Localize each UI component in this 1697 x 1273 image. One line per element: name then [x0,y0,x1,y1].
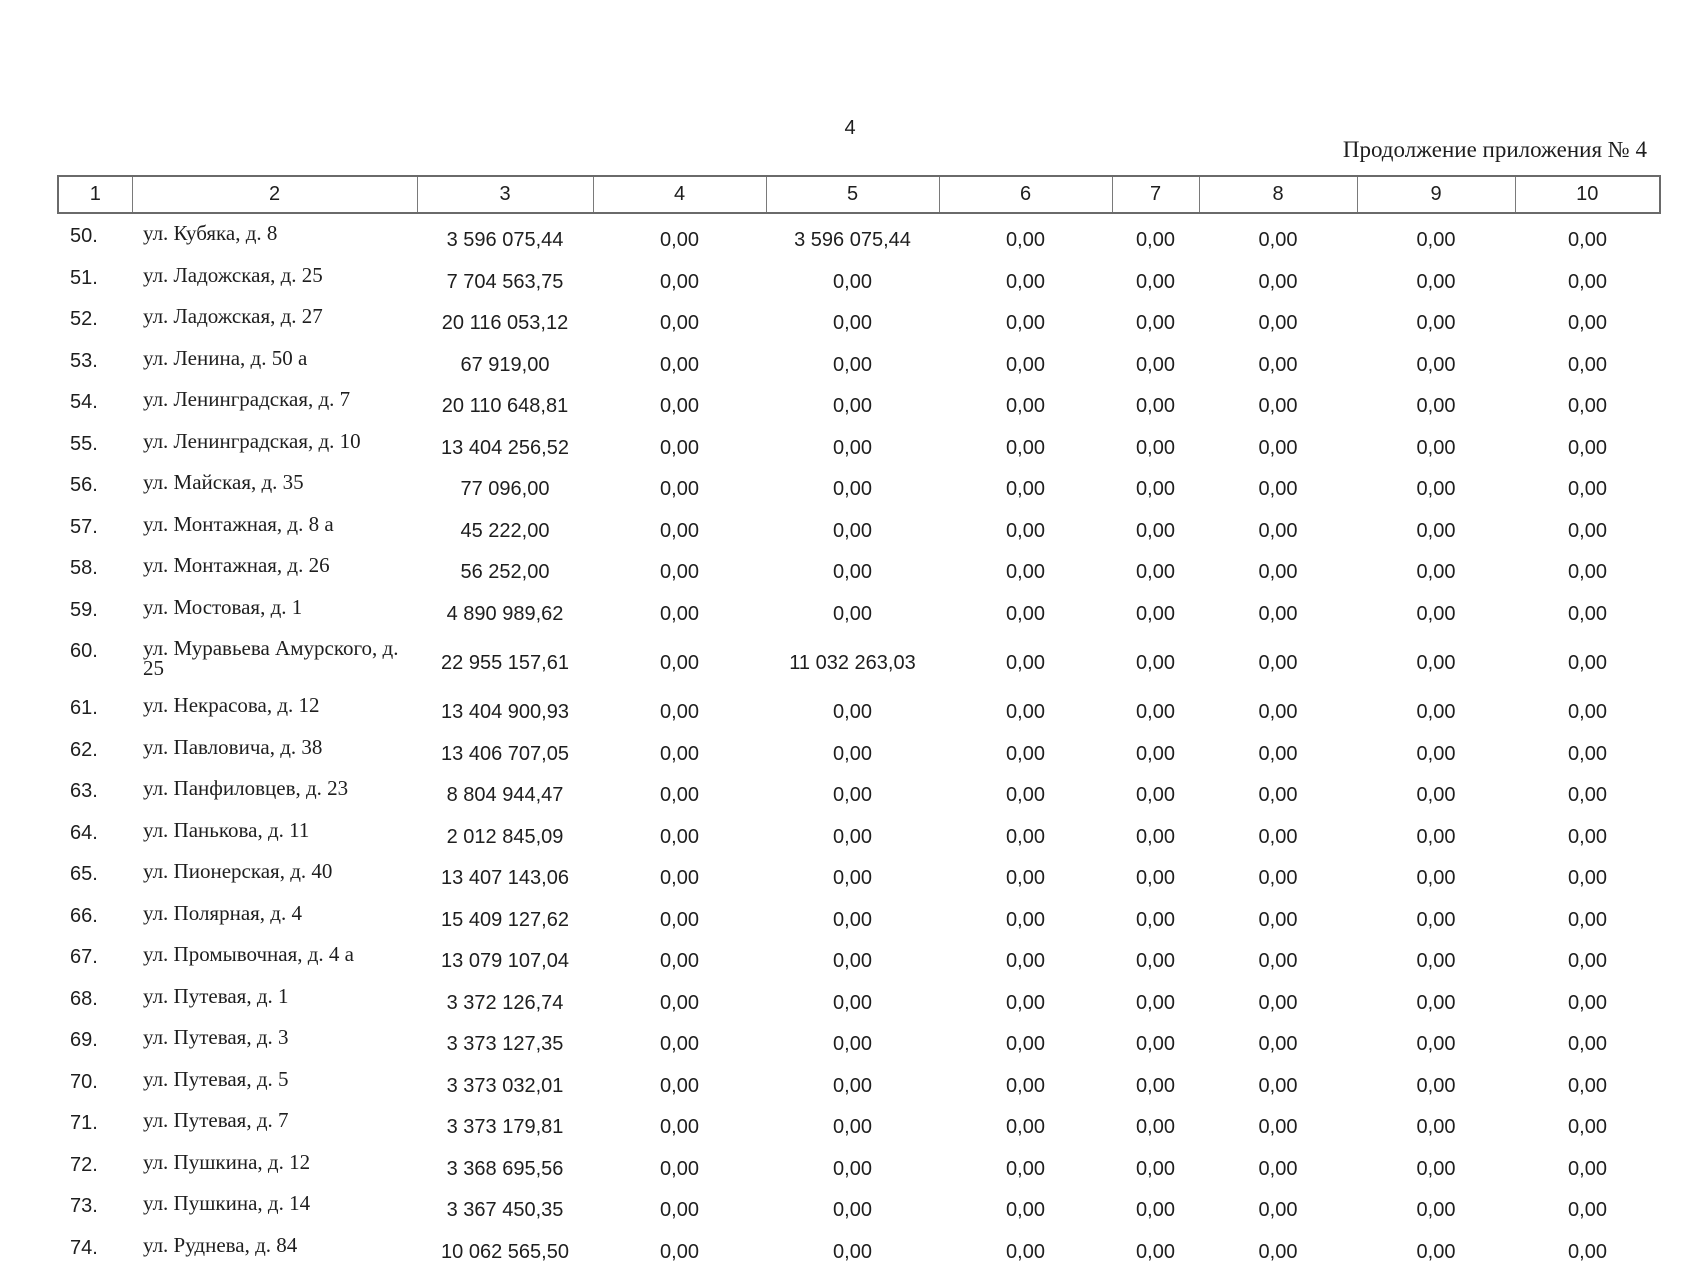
value-cell-col-10: 0,00 [1515,594,1660,636]
row-number: 65. [58,858,132,900]
value-cell-col-5: 0,00 [766,692,939,734]
value-cell-col-7: 0,00 [1112,1024,1199,1066]
value-cell-col-7: 0,00 [1112,635,1199,692]
row-number: 67. [58,941,132,983]
address-cell: ул. Путевая, д. 3 [132,1024,417,1066]
row-number: 64. [58,817,132,859]
address-cell: ул. Кубяка, д. 8 [132,220,417,262]
value-cell-col-5: 0,00 [766,345,939,387]
value-cell-col-8: 0,00 [1199,635,1357,692]
row-number: 74. [58,1232,132,1273]
table-row [58,858,1660,900]
value-cell-col-8: 0,00 [1199,262,1357,304]
address-cell: ул. Некрасова, д. 12 [132,692,417,734]
value-cell-col-9: 0,00 [1357,303,1515,345]
address-cell: ул. Пионерская, д. 40 [132,858,417,900]
value-cell-col-8: 0,00 [1199,941,1357,983]
value-cell-col-6: 0,00 [939,511,1112,553]
value-cell-col-5: 0,00 [766,1232,939,1273]
table-row [58,1066,1660,1108]
value-cell-col-7: 0,00 [1112,1232,1199,1273]
address-cell: ул. Майская, д. 35 [132,469,417,511]
address-cell: ул. Ладожская, д. 27 [132,303,417,345]
table-row [58,345,1660,387]
value-cell-col-6: 0,00 [939,635,1112,692]
value-cell-col-6: 0,00 [939,1024,1112,1066]
address-cell: ул. Промывочная, д. 4 а [132,941,417,983]
value-cell-col-6: 0,00 [939,386,1112,428]
row-number: 72. [58,1149,132,1191]
value-cell-col-8: 0,00 [1199,817,1357,859]
value-cell-col-9: 0,00 [1357,1024,1515,1066]
table-row [58,552,1660,594]
column-header: 7 [1112,176,1199,213]
value-cell-col-4: 0,00 [593,220,766,262]
value-cell-col-10: 0,00 [1515,900,1660,942]
value-cell-col-4: 0,00 [593,303,766,345]
value-cell-col-6: 0,00 [939,692,1112,734]
value-cell-col-10: 0,00 [1515,817,1660,859]
value-cell-col-8: 0,00 [1199,983,1357,1025]
value-cell-col-3: 3 367 450,35 [417,1190,593,1232]
value-cell-col-10: 0,00 [1515,262,1660,304]
value-cell-col-10: 0,00 [1515,428,1660,470]
value-cell-col-10: 0,00 [1515,858,1660,900]
value-cell-col-7: 0,00 [1112,941,1199,983]
value-cell-col-3: 3 373 179,81 [417,1107,593,1149]
value-cell-col-10: 0,00 [1515,1024,1660,1066]
value-cell-col-5: 0,00 [766,1066,939,1108]
value-cell-col-4: 0,00 [593,941,766,983]
value-cell-col-3: 67 919,00 [417,345,593,387]
address-cell: ул. Ладожская, д. 25 [132,262,417,304]
value-cell-col-4: 0,00 [593,1024,766,1066]
value-cell-col-9: 0,00 [1357,858,1515,900]
column-header: 10 [1515,176,1660,213]
row-number: 53. [58,345,132,387]
row-number: 54. [58,386,132,428]
value-cell-col-5: 0,00 [766,817,939,859]
address-cell: ул. Монтажная, д. 26 [132,552,417,594]
value-cell-col-4: 0,00 [593,1149,766,1191]
value-cell-col-4: 0,00 [593,817,766,859]
value-cell-col-3: 3 368 695,56 [417,1149,593,1191]
value-cell-col-7: 0,00 [1112,1066,1199,1108]
value-cell-col-5: 0,00 [766,1024,939,1066]
value-cell-col-8: 0,00 [1199,303,1357,345]
column-header: 6 [939,176,1112,213]
column-header: 2 [132,176,417,213]
value-cell-col-5: 0,00 [766,1149,939,1191]
value-cell-col-10: 0,00 [1515,220,1660,262]
row-number: 51. [58,262,132,304]
table-row [58,386,1660,428]
value-cell-col-9: 0,00 [1357,734,1515,776]
row-number: 60. [58,635,132,692]
table-row [58,775,1660,817]
value-cell-col-7: 0,00 [1112,734,1199,776]
value-cell-col-8: 0,00 [1199,220,1357,262]
value-cell-col-9: 0,00 [1357,1232,1515,1273]
address-cell: ул. Ленинградская, д. 10 [132,428,417,470]
header-row [58,176,1660,213]
value-cell-col-9: 0,00 [1357,428,1515,470]
value-cell-col-3: 13 404 900,93 [417,692,593,734]
table-row [58,1024,1660,1066]
value-cell-col-7: 0,00 [1112,900,1199,942]
value-cell-col-3: 13 404 256,52 [417,428,593,470]
value-cell-col-9: 0,00 [1357,635,1515,692]
table-row [58,594,1660,636]
value-cell-col-10: 0,00 [1515,1190,1660,1232]
value-cell-col-5: 3 596 075,44 [766,220,939,262]
value-cell-col-10: 0,00 [1515,635,1660,692]
address-cell: ул. Полярная, д. 4 [132,900,417,942]
value-cell-col-8: 0,00 [1199,1066,1357,1108]
address-cell: ул. Монтажная, д. 8 а [132,511,417,553]
value-cell-col-10: 0,00 [1515,1107,1660,1149]
value-cell-col-7: 0,00 [1112,817,1199,859]
value-cell-col-6: 0,00 [939,220,1112,262]
value-cell-col-4: 0,00 [593,469,766,511]
value-cell-col-10: 0,00 [1515,1149,1660,1191]
value-cell-col-9: 0,00 [1357,692,1515,734]
table-row [58,1107,1660,1149]
table-body [58,213,1660,1273]
address-cell: ул. Ленина, д. 50 а [132,345,417,387]
value-cell-col-8: 0,00 [1199,469,1357,511]
value-cell-col-4: 0,00 [593,428,766,470]
table-row [58,1232,1660,1273]
value-cell-col-8: 0,00 [1199,345,1357,387]
row-number: 70. [58,1066,132,1108]
row-number: 63. [58,775,132,817]
value-cell-col-3: 10 062 565,50 [417,1232,593,1273]
table-row [58,635,1660,692]
value-cell-col-10: 0,00 [1515,552,1660,594]
column-header: 4 [593,176,766,213]
row-number: 69. [58,1024,132,1066]
value-cell-col-4: 0,00 [593,1190,766,1232]
value-cell-col-10: 0,00 [1515,386,1660,428]
value-cell-col-3: 15 409 127,62 [417,900,593,942]
table-row [58,900,1660,942]
value-cell-col-10: 0,00 [1515,511,1660,553]
address-cell: ул. Мостовая, д. 1 [132,594,417,636]
value-cell-col-8: 0,00 [1199,775,1357,817]
column-header: 8 [1199,176,1357,213]
value-cell-col-4: 0,00 [593,692,766,734]
value-cell-col-6: 0,00 [939,469,1112,511]
value-cell-col-4: 0,00 [593,262,766,304]
value-cell-col-4: 0,00 [593,900,766,942]
value-cell-col-5: 0,00 [766,262,939,304]
table-row [58,983,1660,1025]
value-cell-col-10: 0,00 [1515,983,1660,1025]
value-cell-col-6: 0,00 [939,594,1112,636]
value-cell-col-4: 0,00 [593,511,766,553]
spacer-cell [58,213,1660,220]
address-cell: ул. Муравьева Амурского, д. 25 [132,635,417,692]
row-number: 61. [58,692,132,734]
value-cell-col-10: 0,00 [1515,941,1660,983]
value-cell-col-3: 7 704 563,75 [417,262,593,304]
value-cell-col-5: 0,00 [766,1107,939,1149]
row-number: 59. [58,594,132,636]
value-cell-col-6: 0,00 [939,1066,1112,1108]
value-cell-col-8: 0,00 [1199,552,1357,594]
value-cell-col-10: 0,00 [1515,734,1660,776]
table-row [58,469,1660,511]
value-cell-col-8: 0,00 [1199,428,1357,470]
column-header: 1 [58,176,132,213]
value-cell-col-5: 0,00 [766,983,939,1025]
address-cell: ул. Путевая, д. 1 [132,983,417,1025]
value-cell-col-6: 0,00 [939,1149,1112,1191]
column-header: 9 [1357,176,1515,213]
value-cell-col-9: 0,00 [1357,1066,1515,1108]
value-cell-col-9: 0,00 [1357,220,1515,262]
value-cell-col-4: 0,00 [593,345,766,387]
value-cell-col-5: 0,00 [766,386,939,428]
row-number: 68. [58,983,132,1025]
value-cell-col-5: 0,00 [766,775,939,817]
value-cell-col-4: 0,00 [593,983,766,1025]
value-cell-col-10: 0,00 [1515,1066,1660,1108]
value-cell-col-9: 0,00 [1357,983,1515,1025]
data-table [57,175,1661,1273]
row-number: 52. [58,303,132,345]
value-cell-col-6: 0,00 [939,303,1112,345]
value-cell-col-8: 0,00 [1199,386,1357,428]
value-cell-col-7: 0,00 [1112,386,1199,428]
table-row [58,220,1660,262]
page-number: 4 [0,117,1697,140]
continuation-label: Продолжение приложения № 4 [1343,137,1647,163]
address-cell: ул. Пушкина, д. 14 [132,1190,417,1232]
value-cell-col-6: 0,00 [939,262,1112,304]
value-cell-col-9: 0,00 [1357,1190,1515,1232]
value-cell-col-7: 0,00 [1112,469,1199,511]
value-cell-col-5: 0,00 [766,552,939,594]
value-cell-col-9: 0,00 [1357,345,1515,387]
value-cell-col-3: 20 116 053,12 [417,303,593,345]
value-cell-col-6: 0,00 [939,900,1112,942]
value-cell-col-3: 77 096,00 [417,469,593,511]
value-cell-col-4: 0,00 [593,775,766,817]
address-cell: ул. Павловича, д. 38 [132,734,417,776]
value-cell-col-3: 13 406 707,05 [417,734,593,776]
table-header [58,176,1660,213]
value-cell-col-3: 45 222,00 [417,511,593,553]
row-number: 55. [58,428,132,470]
address-cell: ул. Ленинградская, д. 7 [132,386,417,428]
value-cell-col-6: 0,00 [939,983,1112,1025]
table-row [58,941,1660,983]
value-cell-col-5: 0,00 [766,900,939,942]
value-cell-col-9: 0,00 [1357,262,1515,304]
value-cell-col-9: 0,00 [1357,594,1515,636]
value-cell-col-7: 0,00 [1112,511,1199,553]
value-cell-col-6: 0,00 [939,1107,1112,1149]
value-cell-col-3: 13 407 143,06 [417,858,593,900]
value-cell-col-9: 0,00 [1357,1149,1515,1191]
row-number: 57. [58,511,132,553]
value-cell-col-4: 0,00 [593,734,766,776]
value-cell-col-8: 0,00 [1199,1190,1357,1232]
value-cell-col-8: 0,00 [1199,1232,1357,1273]
value-cell-col-9: 0,00 [1357,469,1515,511]
value-cell-col-7: 0,00 [1112,775,1199,817]
value-cell-col-6: 0,00 [939,428,1112,470]
value-cell-col-9: 0,00 [1357,775,1515,817]
value-cell-col-4: 0,00 [593,594,766,636]
value-cell-col-10: 0,00 [1515,345,1660,387]
value-cell-col-6: 0,00 [939,734,1112,776]
value-cell-col-7: 0,00 [1112,1190,1199,1232]
value-cell-col-10: 0,00 [1515,303,1660,345]
value-cell-col-7: 0,00 [1112,1107,1199,1149]
value-cell-col-3: 20 110 648,81 [417,386,593,428]
value-cell-col-10: 0,00 [1515,775,1660,817]
value-cell-col-6: 0,00 [939,345,1112,387]
table-row [58,734,1660,776]
value-cell-col-4: 0,00 [593,552,766,594]
value-cell-col-9: 0,00 [1357,900,1515,942]
value-cell-col-6: 0,00 [939,552,1112,594]
value-cell-col-5: 11 032 263,03 [766,635,939,692]
value-cell-col-3: 3 596 075,44 [417,220,593,262]
address-cell: ул. Пушкина, д. 12 [132,1149,417,1191]
value-cell-col-8: 0,00 [1199,1149,1357,1191]
value-cell-col-5: 0,00 [766,941,939,983]
value-cell-col-6: 0,00 [939,941,1112,983]
value-cell-col-9: 0,00 [1357,1107,1515,1149]
value-cell-col-5: 0,00 [766,1190,939,1232]
value-cell-col-7: 0,00 [1112,428,1199,470]
value-cell-col-9: 0,00 [1357,817,1515,859]
table-row [58,817,1660,859]
value-cell-col-8: 0,00 [1199,511,1357,553]
table-row [58,262,1660,304]
row-number: 66. [58,900,132,942]
value-cell-col-5: 0,00 [766,594,939,636]
column-header: 3 [417,176,593,213]
value-cell-col-4: 0,00 [593,1107,766,1149]
address-cell: ул. Путевая, д. 5 [132,1066,417,1108]
value-cell-col-5: 0,00 [766,428,939,470]
value-cell-col-7: 0,00 [1112,692,1199,734]
value-cell-col-6: 0,00 [939,817,1112,859]
value-cell-col-8: 0,00 [1199,900,1357,942]
address-cell: ул. Руднева, д. 84 [132,1232,417,1273]
value-cell-col-7: 0,00 [1112,983,1199,1025]
value-cell-col-9: 0,00 [1357,511,1515,553]
row-number: 58. [58,552,132,594]
value-cell-col-8: 0,00 [1199,734,1357,776]
value-cell-col-3: 3 373 032,01 [417,1066,593,1108]
spacer-row [58,213,1660,220]
value-cell-col-3: 22 955 157,61 [417,635,593,692]
row-number: 50. [58,220,132,262]
value-cell-col-10: 0,00 [1515,692,1660,734]
value-cell-col-8: 0,00 [1199,594,1357,636]
value-cell-col-4: 0,00 [593,635,766,692]
value-cell-col-7: 0,00 [1112,345,1199,387]
value-cell-col-3: 3 372 126,74 [417,983,593,1025]
value-cell-col-3: 4 890 989,62 [417,594,593,636]
table-row [58,692,1660,734]
value-cell-col-5: 0,00 [766,858,939,900]
row-number: 62. [58,734,132,776]
value-cell-col-10: 0,00 [1515,1232,1660,1273]
value-cell-col-8: 0,00 [1199,1024,1357,1066]
row-number: 71. [58,1107,132,1149]
value-cell-col-6: 0,00 [939,775,1112,817]
table-row [58,303,1660,345]
value-cell-col-7: 0,00 [1112,262,1199,304]
value-cell-col-6: 0,00 [939,1232,1112,1273]
row-number: 56. [58,469,132,511]
value-cell-col-6: 0,00 [939,1190,1112,1232]
table-row [58,511,1660,553]
value-cell-col-9: 0,00 [1357,552,1515,594]
value-cell-col-7: 0,00 [1112,303,1199,345]
value-cell-col-6: 0,00 [939,858,1112,900]
value-cell-col-3: 13 079 107,04 [417,941,593,983]
value-cell-col-5: 0,00 [766,469,939,511]
table-row [58,1190,1660,1232]
value-cell-col-8: 0,00 [1199,692,1357,734]
value-cell-col-7: 0,00 [1112,1149,1199,1191]
value-cell-col-5: 0,00 [766,303,939,345]
value-cell-col-8: 0,00 [1199,1107,1357,1149]
value-cell-col-9: 0,00 [1357,386,1515,428]
value-cell-col-3: 3 373 127,35 [417,1024,593,1066]
table-row [58,428,1660,470]
value-cell-col-7: 0,00 [1112,858,1199,900]
value-cell-col-9: 0,00 [1357,941,1515,983]
value-cell-col-5: 0,00 [766,511,939,553]
column-header: 5 [766,176,939,213]
value-cell-col-4: 0,00 [593,1066,766,1108]
value-cell-col-3: 2 012 845,09 [417,817,593,859]
row-number: 73. [58,1190,132,1232]
address-cell: ул. Панфиловцев, д. 23 [132,775,417,817]
value-cell-col-3: 56 252,00 [417,552,593,594]
value-cell-col-7: 0,00 [1112,594,1199,636]
address-cell: ул. Путевая, д. 7 [132,1107,417,1149]
value-cell-col-8: 0,00 [1199,858,1357,900]
value-cell-col-4: 0,00 [593,1232,766,1273]
value-cell-col-4: 0,00 [593,386,766,428]
value-cell-col-5: 0,00 [766,734,939,776]
table-row [58,1149,1660,1191]
value-cell-col-7: 0,00 [1112,220,1199,262]
value-cell-col-4: 0,00 [593,858,766,900]
value-cell-col-7: 0,00 [1112,552,1199,594]
address-cell: ул. Панькова, д. 11 [132,817,417,859]
value-cell-col-10: 0,00 [1515,469,1660,511]
value-cell-col-3: 8 804 944,47 [417,775,593,817]
